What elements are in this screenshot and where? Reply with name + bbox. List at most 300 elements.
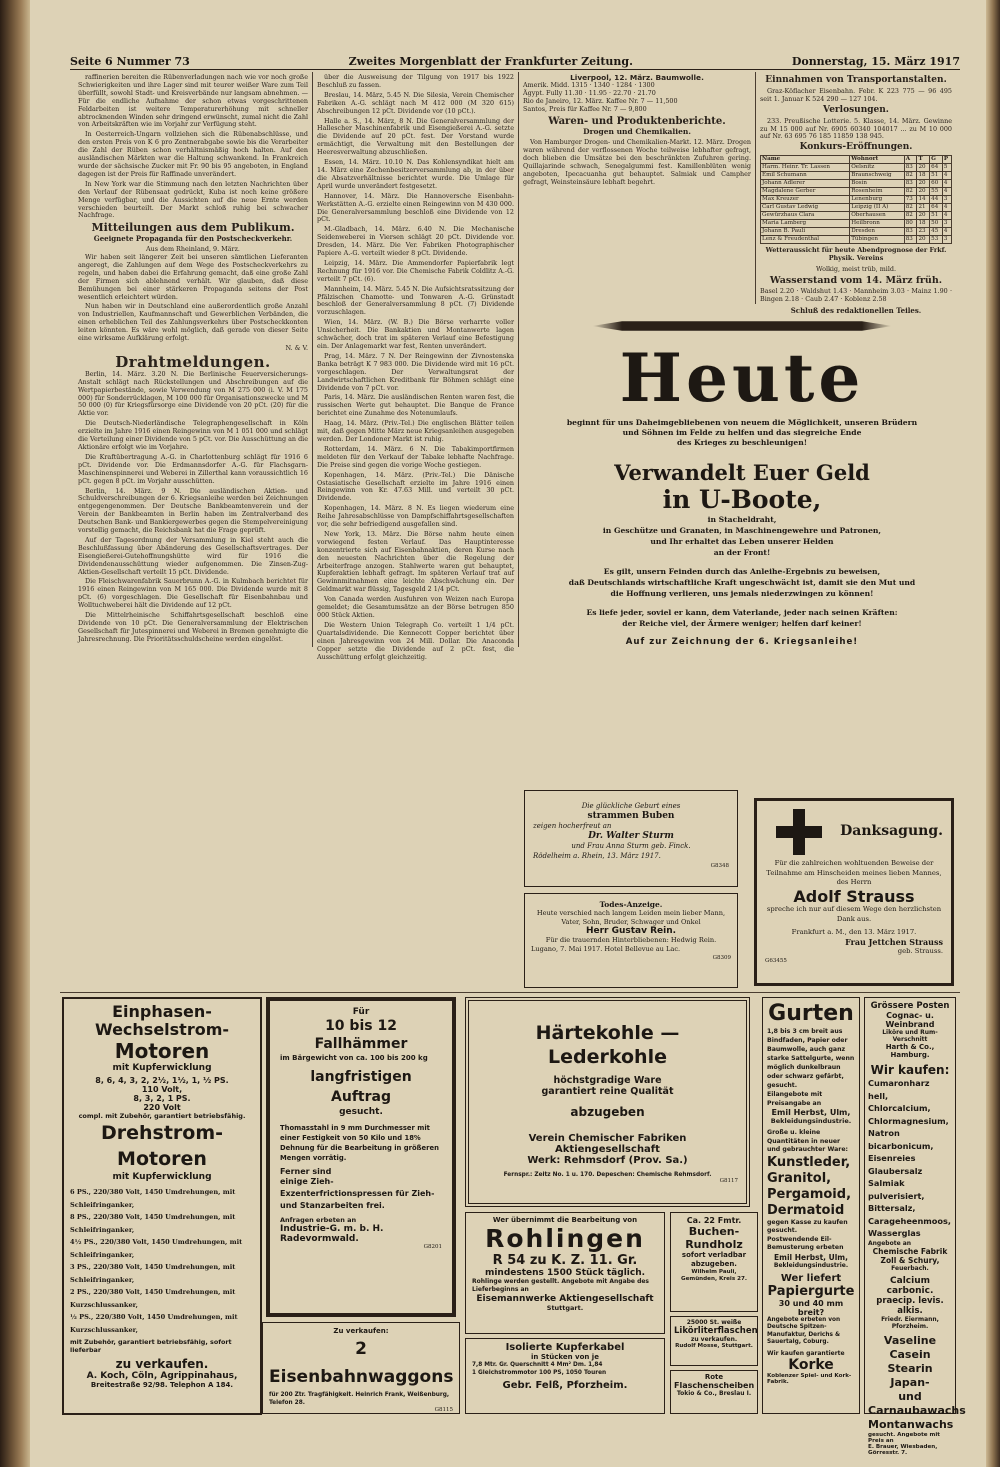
- book-binding: [0, 0, 30, 1467]
- fall-t7: Ferner sind: [280, 1167, 332, 1176]
- chemie-item: Chlormagnesium,: [868, 1115, 949, 1126]
- gurten-t5: Bekleidungsindustrie.: [770, 1117, 852, 1125]
- col2-c8: Mannheim, 14. März. 5.45 N. Die Aufsichtsratssitzung der Pfälzischen Chamotte- und Tonwaren A.-G. Grünstadt beschloß der Generalversammlung 8 pCt. (7) Dividende vorzuschlagen.: [317, 284, 514, 317]
- konkurs-header-cell: A: [904, 156, 917, 164]
- col2-c16: New York, 13. März. Die Börse nahm heute einen vorwiegend festen Verlauf. Das Hauptinteresse konzentrierte sich auf Eisenbahnaktien, deren Kurse nach den neuesten Nachrichten über die Regelung der Arbeiterfrage anzogen. Stahlwerte waren gut behauptet, Kupferaktien lebhaft gefragt. Im späteren Verlauf trat auf Gewinnmitnahmen eine leichte Abschwächung ein. Der Geldmarkt war flüssig, Tagesgeld 2 1/4 pCt.: [317, 529, 514, 594]
- konkurs-cell: Bosin: [850, 180, 905, 188]
- motoren-row: 3 PS., 220/380 Volt, 1450 Umdrehungen, mit Schleifringanker,: [70, 1263, 236, 1284]
- papier-t3: 30 und 40 mm breit?: [778, 1298, 844, 1317]
- konkurs-row: [761, 220, 952, 228]
- motoren-t13: A. Koch, Cöln, Agrippinahaus,: [86, 1371, 238, 1381]
- vaseline-item: Montanwachs: [868, 1417, 954, 1431]
- kohle-t7: Fernspr.: Zeitz No. 1 u. 170. Depeschen: Chemische Rehmsdorf.: [503, 1172, 712, 1178]
- heute-head3: in U-Boote,: [662, 485, 822, 514]
- fall-t8: einige Zieh-Exzenterfrictionspressen für Zieh- und Stanzarbeiten frei.: [280, 1177, 435, 1210]
- fall-t3: im Bärgewicht von ca. 100 bis 200 kg: [280, 1054, 428, 1062]
- konkurs-cell: 64: [930, 164, 943, 172]
- papier-t2: Papiergurte: [767, 1283, 855, 1299]
- kunst-t6: gegen Kasse zu kaufen gesucht.: [767, 1218, 848, 1234]
- col2-c13: Rotterdam, 14. März. 6 N. Die Tabakimportfirmen meldeten für den Verkauf der Tabake lebhafte Nachfrage. Die Preise sind gegen die vorige Woche gestiegen.: [317, 444, 514, 469]
- konkurs-cell: 18: [917, 220, 930, 228]
- heute-l6: und Ihr erhaltet das Leben unserer Helden: [650, 537, 834, 546]
- schnallen-t1: Rote: [704, 1373, 724, 1381]
- ornament-bar: [592, 318, 892, 334]
- ad-fallhammer: [266, 997, 456, 1317]
- waggons-t2: 2 Eisenbahnwaggons: [269, 1339, 454, 1387]
- konkurs-cell: 21: [917, 204, 930, 212]
- kohle-t4: abzugeben: [570, 1105, 645, 1119]
- fall-t5: gesucht.: [339, 1107, 383, 1117]
- birth-notice: [524, 790, 738, 887]
- konkurs-row: [761, 172, 952, 180]
- ad-kupfer: [465, 1338, 665, 1414]
- kunst-t1: Große u. kleine Quantitäten in neuer und gebrauchter Ware:: [767, 1129, 849, 1153]
- wetter-text: Wolkig, meist trüb, mild.: [815, 265, 897, 274]
- papier-t4: Angebote erbeten von: [767, 1316, 841, 1323]
- kupfer-t2: in Stücken von je: [531, 1353, 599, 1361]
- konkurs-cell: 18: [917, 172, 930, 180]
- motoren-t12: zu verkaufen.: [115, 1357, 209, 1371]
- kupfer-t4: 1 Gleichstrommotor 100 PS, 1050 Touren: [472, 1370, 607, 1376]
- fall-t2: 10 bis 12 Fallhämmer: [314, 1018, 408, 1052]
- motoren-t10: mit Kupferwicklung: [112, 1172, 212, 1182]
- col2-c5: Hannover, 14. März. Die Hannoversche Eisenbahn-Werkstätten A.-G. erzielte einen Reingewinn von M 430 000. Die Generalversammlung beschloß eine Dividende von 12 pCt.: [317, 191, 514, 224]
- konkurs-row: [761, 212, 952, 220]
- header-left: Seite 6 Nummer 73: [70, 55, 190, 68]
- header-center: Zweites Morgenblatt der Frankfurter Zeitung.: [348, 55, 633, 68]
- col2-c1: über die Ausweisung der Tilgung von 1917 bis 1922 Beschluß zu fassen.: [317, 73, 514, 89]
- draht-4: Berlin, 14. März. 9 N. Die ausländischen Aktien- und Schuldverschreibungen der 6. Kriegsanleihe werden bei Zeichnungen entgegengenommen. Der Deutsche Bankbeamtenverein und der Verein der Bankbeamten in Berlin haben im Zentralverband des Deutschen Bank- und Bankiergewerbes gegen die Stempelvereinigung vorstellig gemacht, die Reichsbank hat die Frage geprüft.: [78, 486, 308, 535]
- kohle-t3: garantiert reine Qualität: [541, 1086, 674, 1097]
- waggons-t3: für 200 Ztr. Tragfähigkeit. Heinrich Frank, Weißenburg, Telefon 28.: [269, 1392, 450, 1406]
- column-rule: [312, 72, 313, 647]
- column-3: [523, 74, 751, 302]
- konkurs-header-cell: T: [917, 156, 930, 164]
- konkurs-cell: 82: [904, 188, 917, 196]
- rohl-t6: Eisemannwerke Aktiengesellschaft: [476, 1294, 654, 1304]
- vaseline-item: Japan-: [890, 1375, 930, 1389]
- col2-c3: Halle a. S., 14. März, 8 N. Die Generalversammlung der Hallescher Maschinenfabrik und Eisengießerei A.-G. setzte die Dividende auf 20 pCt. fest. Der Vorstand wurde ermächtigt, die Verwaltung mit den Bestellungen der Heeresverwaltung abzuschließen.: [317, 116, 514, 157]
- death-sign: Für die trauernden Hinterbliebenen: Hedwig Rein.: [545, 936, 717, 944]
- konkurs-cell: 53: [930, 236, 943, 244]
- kunst-t5: Dermatoid: [767, 1202, 845, 1218]
- chemie-list: [868, 1077, 952, 1240]
- kunst-t9: Bekleidungsindustrie.: [773, 1261, 849, 1269]
- konkurs-cell: 4: [942, 180, 951, 188]
- calcium-t3: Friedr. Eiermann, Pforzheim.: [881, 1315, 939, 1330]
- konkurs-cell: Tübingen: [850, 236, 905, 244]
- kunst-t7: Postwendende Eil-Bemusterung erbeten: [767, 1235, 844, 1251]
- kupfer-t3: 7,8 Mtr. Gr. Querschnitt 4 Mm² Dm. 1,84: [472, 1362, 603, 1368]
- drahtmeldungen-title: Drahtmeldungen.: [115, 352, 271, 371]
- calcium-t2: praecip. levis. alkis.: [876, 1295, 944, 1316]
- korke-t2: Korke: [788, 1356, 834, 1373]
- motoren-t7: 220 Volt: [143, 1103, 181, 1112]
- vaseline-item: Stearin: [887, 1361, 933, 1375]
- calcium-t1: Calcium carbonic.: [886, 1275, 934, 1296]
- chemie-item: Eisenreies Glaubersalz: [868, 1153, 923, 1176]
- kohle-code: G8117: [719, 1178, 738, 1184]
- kunst-t4: Pergamoid,: [767, 1186, 852, 1202]
- konkurs-cell: 5: [942, 164, 951, 172]
- korke-t1: Wir kaufen garantierte: [767, 1349, 845, 1357]
- konkurs-cell: Johann Adlerer: [761, 180, 850, 188]
- kohle-t1: Härtekohle — Lederkohle: [535, 1022, 680, 1068]
- heute-line1: beginnt für uns Daheimgebliebenen von neuem die Möglichkeit, unseren Brüdern: [566, 418, 918, 427]
- konkurs-cell: Lenenburg: [850, 196, 905, 204]
- konkurs-cell: Leipzig (II A): [850, 204, 905, 212]
- cognac-t3: Liköre und Rum-Verschnitt: [882, 1029, 938, 1043]
- draht-5: Auf der Tagesordnung der Versammlung in Kiel steht auch die Beschlußfassung über Abänderung des Gesellschaftsvertrages. Der Eisengießerei-Gutehoffnungshütte wird für 1916 die Dividendenausschüttung wieder aufgenommen. Die Zinsen-Zug-Aktien-Gesellschaft verteilt 15 pCt. Dividende.: [78, 535, 308, 576]
- col2-c12: Haag, 14. März. (Priv.-Tel.) Die englischen Blätter teilen mit, daß gegen Mitte März neue Kriegsanleihen ausgegeben werden. Der Londoner Markt ist ruhig.: [317, 419, 514, 443]
- motoren-t8: compl. mit Zubehör, garantiert betriebsfähig.: [78, 1112, 246, 1120]
- section-rule: [60, 992, 960, 993]
- konkurs-cell: 4: [942, 188, 951, 196]
- chemie-t1: Wir kaufen:: [870, 1063, 950, 1077]
- death-place: Lugano, 7. Mai 1917. Hotel Bellevue au Lac.: [531, 945, 681, 953]
- draht-2: Die Deutsch-Niederländische Telegraphengesellschaft in Köln erzielte im Jahre 1916 einen Reingewinn von M 1 051 000 und schlägt die Verteilung einer Dividende von 5 pCt. vor. Die Ausschüttung an die Aktionäre erfolgt wie im Vorjahre.: [78, 419, 308, 451]
- death-notice: [524, 893, 738, 988]
- konkurs-cell: 51: [930, 212, 943, 220]
- waggons-t1: Zu verkaufen:: [333, 1327, 389, 1335]
- konkurs-cell: 3: [942, 220, 951, 228]
- heute-line3: des Krieges zu beschleunigen!: [676, 438, 808, 447]
- konkurs-cell: 64: [930, 204, 943, 212]
- flaschen-t2: Likörliterflaschen: [674, 1326, 758, 1336]
- death-name: Herr Gustav Rein.: [585, 926, 677, 936]
- verlosungen-title: Verlosungen.: [823, 104, 889, 115]
- konkurs-row: [761, 236, 952, 244]
- konkurs-cell: Harm. Heinr. Tr. Lassen: [761, 164, 850, 172]
- heute-l8: Es gilt, unsern Feinden durch das Anleihe-Ergebnis zu beweisen,: [603, 567, 881, 576]
- buche-t1: Ca. 22 Fmtr.: [686, 1216, 742, 1225]
- konkurs-cell: 73: [904, 196, 917, 204]
- heute-l13: Auf zur Zeichnung der 6. Kriegsanleihe!: [625, 637, 859, 647]
- konkurs-row: [761, 164, 952, 172]
- heute-head2: Verwandelt Euer Geld: [614, 460, 870, 485]
- header-right: Donnerstag, 15. März 1917: [791, 55, 960, 68]
- heute-l10: die Hoffnung verlieren, uns jemals niederzwingen zu können!: [610, 589, 874, 598]
- market-row: Rio de Janeiro, 12. März. Kaffee Nr. 7 — 11,500: [523, 96, 678, 105]
- heute-l4: in Stacheldraht,: [707, 515, 777, 524]
- dank-code: G63455: [765, 957, 787, 964]
- page-header: [70, 55, 960, 70]
- rohl-t1: Wer übernimmt die Bearbeitung von: [492, 1216, 638, 1224]
- birth-code: G8348: [710, 863, 729, 869]
- motoren-t1: Einphasen-Wechselstrom-: [94, 1002, 230, 1039]
- konkurs-cell: 44: [930, 196, 943, 204]
- konkurs-cell: 20: [917, 164, 930, 172]
- ad-waggons: [262, 1322, 460, 1414]
- motoren-t6: 8, 3, 2, 1 PS.: [133, 1094, 191, 1103]
- konkurs-cell: 4: [942, 228, 951, 236]
- waren-subtitle: Drogen und Chemikalien.: [583, 127, 691, 137]
- motoren-row: 6 PS., 220/380 Volt, 1450 Umdrehungen, mit Schleifringanker,: [70, 1188, 236, 1209]
- heute-l12: der Reiche viel, der Ärmere weniger; helfen darf keiner!: [622, 619, 862, 628]
- buche-t2: Buchen-Rundholz: [685, 1225, 743, 1251]
- birth-l6: Rödelheim a. Rhein, 13. März 1917.: [533, 852, 661, 860]
- kohle-t5: Verein Chemischer Fabriken Aktiengesellschaft: [528, 1133, 687, 1155]
- motoren-t2: Motoren: [114, 1039, 210, 1063]
- chemie-t4: Feuerbach.: [891, 1264, 929, 1272]
- vaseline-t1: gesucht. Angebote mit Preis an: [868, 1431, 940, 1444]
- col1-text3: In New York war die Stimmung nach den letzten Nachrichten über den Verlauf der Rübensaat gedrückt, Kuba ist noch keine größere Menge verfügbar, und die Aussichten auf die neue Ernte werden verschieden beurteilt. Der Markt schloß ruhig bei schwacher Nachfrage.: [78, 179, 308, 220]
- vaseline-item: Casein: [889, 1347, 931, 1361]
- konkurs-row: [761, 204, 952, 212]
- column-4: [760, 74, 952, 315]
- col2-c6: M.-Gladbach, 14. März. 6.40 N. Die Mechanische Seidenweberei in Viersen schlägt 20 pCt. Dividende vor. Dresden, 14. März. Die Ver. Fabriken Photographischer Papiere A.-G. verteilt wieder 8 pCt. Dividende.: [317, 225, 514, 258]
- vaseline-t2: E. Brauer, Wiesbaden, Görresstr. 7.: [868, 1443, 938, 1456]
- heute-l9: daß Deutschlands wirtschaftliche Kraft ungeschwächt ist, damit sie den Mut und: [568, 578, 916, 587]
- heute-line2: und Söhnen im Felde zu helfen und das siegreiche Ende: [622, 428, 862, 437]
- chemie-item: Wasserglas: [868, 1228, 921, 1238]
- konkurs-header-cell: P: [942, 156, 951, 164]
- kohle-t2: höchstgradige Ware: [553, 1075, 662, 1086]
- rohl-t2: Rohlingen: [485, 1224, 645, 1253]
- motoren-row: 4½ PS., 220/380 Volt, 1450 Umdrehungen, mit Schleifringanker,: [70, 1238, 243, 1259]
- konkurs-cell: Braunschweig: [850, 172, 905, 180]
- dank-sign: Frau Jettchen Strauss: [845, 936, 943, 947]
- publikum-text2: Nun haben wir in Deutschland eine außerordentlich große Anzahl von Industriellen, Kaufmannschaft und Gewerblichen Verbänden, die einen erheblichen Teil des Zahlungsverkehrs über Postscheckkonten leiten könnten. Es wäre wohl möglich, daß gerade von dieser Seite eine wirksame Aufklärung erfolgt.: [78, 302, 308, 343]
- col2-c18: Die Western Union Telegraph Co. verteilt 1 1/4 pCt. Quartalsdividende. Die Kennecott Copper berichtet über einen Jahresgewinn von 24 Mill. Dollar. Die Anaconda Copper setzte die Dividende auf 2 pCt. fest, die Ausschüttung erfolgt gleichzeitig.: [317, 620, 514, 661]
- konkurs-cell: 4: [942, 172, 951, 180]
- fall-t11: Radevormwald.: [280, 1234, 359, 1244]
- fall-t6: Thomasstahl in 9 mm Durchmesser mit einer Festigkeit von 50 Kilo und 18% Dehnung für die Bearbeitung in größeren Mengen vorrätig.: [280, 1124, 439, 1162]
- schnallen-t2: Flaschenscheiben: [674, 1381, 755, 1390]
- ad-flaschen: [670, 1316, 758, 1366]
- korke-t3: Koblenzer Spiel- und Kork-Fabrik.: [767, 1372, 852, 1385]
- rohl-t3: R 54 zu K. Z. 11. Gr.: [492, 1253, 638, 1268]
- dank-title: Danksagung.: [840, 823, 943, 840]
- konkurs-cell: Carl Gustav Ledwig: [761, 204, 850, 212]
- markets-title: Liverpool, 12. März. Baumwolle.: [570, 73, 704, 82]
- konkurs-cell: Maria Lamberg: [761, 220, 850, 228]
- konkurs-cell: Gewürzhaus Clara: [761, 212, 850, 220]
- papier-t1: Wer liefert: [780, 1272, 842, 1284]
- chemie-item: Natron bicarbonicum,: [868, 1128, 934, 1151]
- chemie-item: Cumaronharz hell,: [868, 1078, 930, 1101]
- market-row: Ägypt. Fully 11.30 · 11.95 · 22.70 · 21.70: [523, 88, 656, 97]
- konkurs-cell: 60: [930, 180, 943, 188]
- publikum-subtitle: Geeignete Propaganda für den Postscheckverkehr.: [93, 234, 293, 244]
- gurten-t3: Eilangebote mit Preisangabe an: [767, 1091, 823, 1107]
- ad-kohle: [465, 997, 750, 1207]
- kunst-t3: Granitol,: [767, 1170, 832, 1186]
- iron-cross-icon: [776, 809, 822, 855]
- birth-l1: Die glückliche Geburt eines: [581, 802, 681, 810]
- kupfer-t1: Isolierte Kupferkabel: [505, 1342, 625, 1353]
- motoren-t3: mit Kupferwicklung: [112, 1063, 212, 1073]
- ad-chemie-column: [864, 997, 966, 1456]
- transport-text: Graz-Köflacher Eisenbahn. Febr. K 223 775 — 96 495 seit 1. Januar K 524 290 — 127 104.: [760, 86, 952, 103]
- konkurs-title: Konkurs-Eröffnungen.: [799, 142, 913, 153]
- col1-intro: raffinerien bereiten die Rübenverladungen nach wie vor noch große Schwierigkeiten und ihre Lager sind mit teurer weißer Ware zum Teil überfüllt, sowohl Stadt- und Kreisverbände nur langsam abnehmen. — Für die endliche Aufnahme der schon etwas vorgeschrittenen Feldarbeiten ist weitere Temperaturerhöhung mit schneller abtrocknenden Winden sehr dringend erwünscht, zumal nicht die Zahl von Arbeitskräften wie im Vorjahr zur Verfügung steht.: [78, 73, 308, 129]
- col2-c11: Paris, 14. März. Die ausländischen Renten waren fest, die russischen Werte gut behauptet. Die Banque de France berichtet eine Zunahme des Notenumlaufs.: [317, 393, 514, 418]
- rohl-t7: Stuttgart.: [546, 1304, 584, 1312]
- verlosungen-text: 233. Preußische Lotterie. 5. Klasse, 14. März. Gewinne zu M 15 000 auf Nr. 6905 60340 104017 ... zu M 10 000 auf Nr. 63 695 76 185 11859 138 945.: [760, 116, 952, 141]
- waggons-code: G8115: [434, 1407, 453, 1413]
- konkurs-cell: 3: [942, 236, 951, 244]
- gurten-t4: Emil Herbst, Ulm,: [771, 1108, 851, 1117]
- col2-c15: Kopenhagen, 14. März. 8 N. Es liegen wiederum eine Reihe Jahresabschlüsse von Dampfschiffahrtsgesellschaften vor, die sehr befriedigend ausgefallen sind.: [317, 504, 514, 529]
- konkurs-cell: 14: [917, 196, 930, 204]
- cognac-t1: Grössere Posten: [870, 1001, 950, 1011]
- col2-c14: Kopenhagen, 14. März. (Priv.-Tel.) Die Dänische Ostasiatische Gesellschaft erzielte im Jahre 1916 einen Reingewinn von Kr. 47.63 Mill. und verteilt 30 pCt. Dividende.: [317, 470, 514, 503]
- motoren-t9: Drehstrom-Motoren: [100, 1122, 224, 1170]
- market-row: Amerik. Midd. 1315 · 1340 · 1284 · 1300: [523, 80, 655, 89]
- konkurs-cell: Max Kreuzer: [761, 196, 850, 204]
- kunst-t8: Emil Herbst, Ulm,: [774, 1252, 848, 1262]
- konkurs-cell: 83: [904, 236, 917, 244]
- konkurs-cell: Heilbronn: [850, 220, 905, 228]
- konkurs-cell: 20: [917, 180, 930, 188]
- konkurs-cell: 50: [930, 220, 943, 228]
- wasser-title: Wasserstand vom 14. März früh.: [769, 274, 943, 286]
- ad-buche: [670, 1212, 758, 1312]
- death-code: G8309: [712, 955, 731, 961]
- dank-text: Für die zahlreichen wohltuenden Beweise der Teilnahme am Hinscheiden meines lieben Mannes, des Herrn: [766, 859, 942, 886]
- chemie-t3: Chemische Fabrik Zoll & Schury,: [872, 1246, 948, 1265]
- kohle-t6: Werk: Rehmsdorf (Prov. Sa.): [527, 1155, 688, 1166]
- konkurs-cell: 83: [904, 180, 917, 188]
- fall-t1: Für: [352, 1007, 370, 1017]
- konkurs-cell: Magdalene Gerber: [761, 188, 850, 196]
- konkurs-cell: Johann B. Pauli: [761, 228, 850, 236]
- cognac-t4: Harth & Co., Hamburg.: [885, 1043, 935, 1059]
- rohl-t4: mindestens 1500 Stück täglich.: [484, 1268, 646, 1278]
- konkurs-cell: 23: [917, 228, 930, 236]
- vaseline-item: Vaseline: [883, 1333, 937, 1347]
- dank-text2: spreche ich nur auf diesem Wege den herzlichsten Dank aus.: [766, 905, 942, 923]
- draht-6: Die Fleischwarenfabrik Sauerbrunn A.-G. in Kulmbach berichtet für 1916 einen Reingewinn von M 165 000. Die Dividende wurde mit 8 pCt. (6) vorgeschlagen. Die Gesellschaft für Eisenbahnbau und Wolltuchweberei hält die Dividende auf 12 pCt.: [78, 577, 308, 610]
- publikum-title: Mitteilungen aus dem Publikum.: [91, 221, 295, 235]
- konkurs-cell: Lenz & Freudenthal: [761, 236, 850, 244]
- konkurs-cell: 51: [930, 172, 943, 180]
- market-row: Santos, Preis für Kaffee Nr. 7 — 9,800: [523, 104, 647, 113]
- konkurs-cell: 20: [917, 212, 930, 220]
- publikum-dateline: Aus dem Rheinland, 9. März.: [146, 245, 240, 254]
- konkurs-row: [761, 180, 952, 188]
- motoren-list: [70, 1186, 254, 1336]
- konkurs-row: [761, 188, 952, 196]
- konkurs-header-cell: Name: [761, 156, 850, 164]
- schnallen-t3: Tokio & Co., Breslau I.: [676, 1390, 752, 1397]
- motoren-t4: 8, 6, 4, 3, 2, 2½, 1½, 1, ½ PS.: [95, 1076, 229, 1085]
- ad-rohlingen: [465, 1212, 665, 1334]
- konkurs-cell: 20: [917, 188, 930, 196]
- page-edge: [986, 0, 1000, 1467]
- konkurs-table: [760, 155, 952, 244]
- chemie-item: Salmiak pulverisiert,: [868, 1178, 925, 1201]
- col2-c4: Essen, 14. März. 10.10 N. Das Kohlensyndikat hielt am 14. März eine Zechenbesitzerversammlung ab, in der über die Absatzverhältnisse berichtet wurde. Die Umlage für April wurde unverändert festgesetzt.: [317, 158, 514, 190]
- fall-t9: Anfragen erbeten an: [280, 1216, 357, 1224]
- cognac-t2: Cognac- u. Weinbrand: [885, 1011, 935, 1029]
- waren-text: Von Hamburger Drogen- und Chemikalien-Markt. 12. März. Drogen waren während der verflossenen Woche teilweise lebhafter gefragt, doch blieben die Umsätze bei den beschränkten Zufuhren gering. Quillajarinde schwach, Senegalgummi fest. Kamillenblüten wenig angeboten, Ipecacuanha gut behauptet. Salmiak und Campher gefragt, Weinsteinsäure lebhaft begehrt.: [523, 138, 751, 186]
- draht-3: Die Kraftübertragung A.-G. in Charlottenburg schlägt für 1916 6 pCt. Dividende vor. Die Erdmannsdorfer A.-G. für Flachsgarn-Maschinenspinnerei und Weberei in Zillerthal kann voraussichtlich 16 pCt. gegen 8 pCt. im Vorjahr ausschütten.: [78, 452, 308, 485]
- death-text: Heute verschied nach langem Leiden mein lieber Mann, Vater, Sohn, Bruder, Schwager und Onkel: [536, 909, 726, 926]
- konkurs-cell: 45: [930, 228, 943, 236]
- danksagung-notice: [754, 798, 954, 986]
- ad-gurten-column: [762, 997, 860, 1414]
- konkurs-cell: 82: [904, 212, 917, 220]
- column-rule: [518, 72, 519, 647]
- col2-c17: Von Canada werden Ausfuhren von Weizen nach Europa gemeldet; die Gesamtumsätze an der Börse betrugen 850 000 Stück Aktien.: [317, 595, 514, 619]
- gurten-t1: Gurten: [768, 1001, 854, 1026]
- buche-t3: sofort verladbar abzugeben.: [681, 1251, 747, 1268]
- publikum-signature: N. & V.: [285, 344, 308, 352]
- transport-title: Einnahmen von Transportanstalten.: [765, 75, 947, 85]
- konkurs-cell: Oelsnitz: [850, 164, 905, 172]
- motoren-t5: 110 Volt,: [141, 1085, 183, 1094]
- konkurs-cell: 55: [930, 188, 943, 196]
- motoren-row: 2 PS., 220/380 Volt, 1450 Umdrehungen, mit Kurzschlussanker,: [70, 1288, 236, 1309]
- vaseline-item: und Carnaubawachs: [868, 1389, 966, 1417]
- motoren-row: 8 PS., 220/380 Volt, 1450 Umdrehungen, mit Schleifringanker,: [70, 1213, 236, 1234]
- column-rule: [755, 72, 756, 304]
- konkurs-row: [761, 228, 952, 236]
- papier-t5: Deutsche Spitzen-Manufaktur, Derichs & Sauertalg, Coburg.: [767, 1324, 841, 1345]
- heute-l11: Es liefe jeder, soviel er kann, dem Vaterlande, jeder nach seinen Kräften:: [586, 608, 898, 617]
- dank-place: Frankfurt a. M., den 13. März 1917.: [791, 928, 917, 936]
- motoren-t14: Breitestraße 92/98. Telephon A 184.: [90, 1381, 234, 1389]
- birth-l4: Dr. Walter Sturm: [588, 831, 674, 841]
- konkurs-cell: 4: [942, 212, 951, 220]
- vaseline-list: [868, 1333, 966, 1432]
- konkurs-header-cell: Wohnort: [850, 156, 905, 164]
- fall-code: G8201: [423, 1244, 442, 1250]
- chemie-t2: Angebote an: [868, 1239, 912, 1247]
- publikum-text: Wir haben seit längerer Zeit bei unseren sämtlichen Lieferanten angeregt, die Zahlungen auf dem Wege des Postscheckverkehrs zu regeln, und haben dabei die Erfahrung gemacht, daß eine große Zahl der Firmen sich ablehnend verhält. Wir glauben, daß diese Bemühungen bei einer stärkeren Propaganda seitens der Post wesentlich erleichtert würden.: [78, 253, 308, 301]
- konkurs-cell: 83: [904, 228, 917, 236]
- kupfer-t5: Gebr. Felß, Pforzheim.: [502, 1380, 628, 1391]
- konkurs-cell: Oberhausen: [850, 212, 905, 220]
- dank-name: Adolf Strauss: [793, 886, 915, 906]
- birth-l3: zeigen hocherfreut an: [533, 822, 612, 830]
- fall-t4: langfristigen Auftrag: [310, 1069, 412, 1105]
- flaschen-t1: 25000 St. weiße: [686, 1319, 742, 1326]
- chemie-item: Chlorcalcium,: [868, 1103, 931, 1113]
- heute-l5: in Geschütze und Granaten, in Maschinengewehre und Patronen,: [602, 526, 882, 535]
- konkurs-row: [761, 196, 952, 204]
- rohl-t5: Rohlinge werden gestellt. Angebote mit Angabe des Lieferbeginns an: [472, 1278, 650, 1293]
- heute-banner: [522, 310, 962, 650]
- konkurs-cell: 83: [904, 164, 917, 172]
- birth-l2: strammen Buben: [587, 811, 675, 821]
- heute-l7: an der Front!: [713, 548, 771, 557]
- konkurs-cell: Rosenheim: [850, 188, 905, 196]
- flaschen-t4: Rudolf Mosse, Stuttgart.: [675, 1343, 753, 1349]
- col2-c9: Wien, 14. März. (W. B.) Die Börse verharrte voller Unsicherheit. Die Bankaktien und Montanwerte lagen schwächer, doch trat im späteren Verlauf eine Befestigung ein. Der Anlagemarkt war fest, Renten unverändert.: [317, 318, 514, 350]
- waren-title: Waren- und Produktenberichte.: [548, 115, 726, 127]
- konkurs-header-cell: G: [930, 156, 943, 164]
- birth-l5: und Frau Anna Sturm geb. Finck.: [571, 842, 691, 850]
- wasser-text: Basel 2.20 · Waldshut 1.43 · Mannheim 3.03 · Mainz 1.90 · Bingen 2.18 · Caub 2.47 · Koblenz 2.58: [760, 286, 952, 303]
- draht-7: Die Mittelrheinische Schiffahrtsgesellschaft beschloß eine Dividende von 10 pCt. Die Generalversammlung der Elektrischen Gesellschaft für Jutespinnerei und Weberei in Bremen genehmigte die Jahresrechnung. Die Prioritätsschuldscheine werden eingelöst.: [78, 611, 308, 643]
- col2-c7: Leipzig, 14. März. Die Ammendorfer Papierfabrik legt Rechnung für 1916 vor. Die Chemische Fabrik Coldlitz A.-G. verteilt 7 pCt. (6).: [317, 258, 514, 283]
- ad-motoren: [62, 997, 262, 1415]
- konkurs-cell: 82: [904, 172, 917, 180]
- heute-title: Heute: [619, 339, 865, 417]
- gurten-t2: 1,8 bis 3 cm breit aus Bindfaden, Papier oder Baumwolle, auch ganz starke Sattelgurte, wenn möglich dunkelbraun oder schwarz gefärbt, gesucht.: [767, 1028, 855, 1089]
- buche-t4: Wilhelm Pauli, Gemünden, Kreis 27.: [680, 1269, 748, 1282]
- col1-text2: In Oesterreich-Ungarn vollziehen sich die Rübenabschlüsse, und den ersten Preis von K 6 pro Zentnerabgabe sowie bis die Verarbeiter die Zahl der Rüben schon verhältnismäßig hoch halten. Auf den ausländischen Märkten war die Haltung schwankend. In Frankreich wurde der sächsische Zucker mit Fr. 90 bis 95 angeboten, in England dagegen ist der Preis für Raffinade unverändert.: [78, 130, 308, 178]
- kunst-t2: Kunstleder,: [767, 1154, 851, 1170]
- col2-c10: Prag, 14. März. 7 N. Der Reingewinn der Zivnostenska Banka beträgt K 7 983 000. Die Dividende wird mit 16 pCt. vorgeschlagen. Der Verwaltungsrat der Landwirtschaftlichen Kreditbank für Böhmen schlägt eine Dividende von 7 pCt. vor.: [317, 351, 514, 392]
- ad-schnallen: [670, 1370, 758, 1414]
- konkurs-cell: 3: [942, 196, 951, 204]
- draht-1: Berlin, 14. März. 3.20 N. Die Berlinische Feuerversicherungs-Anstalt schlägt nach Rückstellungen und Abschreibungen auf die Wertpapierbestände, sowie Verwendung von M 275 000 (i. V. M 175 000) für Sonderrücklagen, M 100 000 für Organisationszwecke und M 50 000 (0) für Kriegsfürsorge eine Dividende von 20 pCt. (20) für die Aktie vor.: [78, 369, 308, 418]
- konkurs-cell: Dresden: [850, 228, 905, 236]
